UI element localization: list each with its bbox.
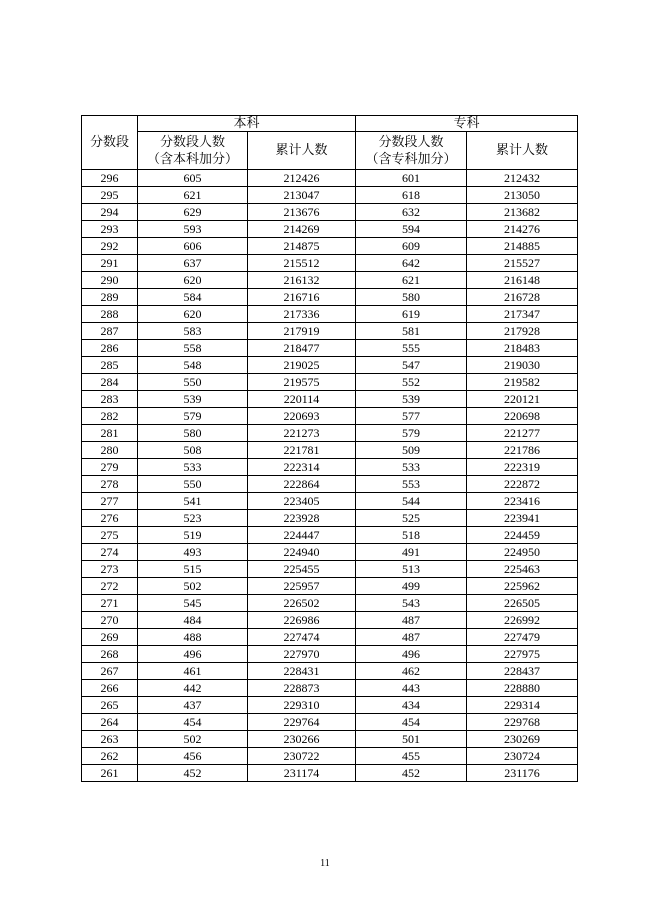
zhuanke-cumulative-cell: 230724: [467, 748, 578, 765]
zhuanke-cumulative-cell: 225962: [467, 578, 578, 595]
zhuanke-count-cell: 513: [356, 561, 467, 578]
score-cell: 291: [82, 255, 138, 272]
benke-count-cell: 461: [138, 663, 248, 680]
zhuanke-cumulative-cell: 216148: [467, 272, 578, 289]
table-row: [82, 663, 578, 680]
table-row: [82, 340, 578, 357]
benke-count-cell: 550: [138, 374, 248, 391]
score-distribution-table: [81, 115, 578, 782]
zhuanke-count-cell: 642: [356, 255, 467, 272]
zhuanke-cumulative-cell: 223416: [467, 493, 578, 510]
score-cell: 294: [82, 204, 138, 221]
zhuanke-group-header: 专科: [356, 116, 578, 132]
score-cell: 289: [82, 289, 138, 306]
score-cell: 296: [82, 170, 138, 187]
zhuanke-cumulative-cell: 214276: [467, 221, 578, 238]
benke-cumulative-cell: 228873: [248, 680, 356, 697]
benke-count-cell: 580: [138, 425, 248, 442]
benke-count-cell: 519: [138, 527, 248, 544]
benke-count-cell: 496: [138, 646, 248, 663]
table-row: [82, 170, 578, 187]
benke-count-cell: 484: [138, 612, 248, 629]
benke-cumulative-cell: 226502: [248, 595, 356, 612]
table-row: [82, 476, 578, 493]
table-row: [82, 255, 578, 272]
zhuanke-count-cell: 581: [356, 323, 467, 340]
benke-count-cell: 452: [138, 765, 248, 782]
table-row: [82, 646, 578, 663]
benke-group-header: 本科: [138, 116, 356, 132]
benke-cumulative-cell: 214269: [248, 221, 356, 238]
score-cell: 263: [82, 731, 138, 748]
benke-cumulative-cell: 223928: [248, 510, 356, 527]
zhuanke-cumulative-cell: 216728: [467, 289, 578, 306]
benke-cumulative-cell: 230266: [248, 731, 356, 748]
benke-count-cell: 508: [138, 442, 248, 459]
zhuanke-count-cell: 544: [356, 493, 467, 510]
benke-cumulative-cell: 227474: [248, 629, 356, 646]
zhuanke-count-cell: 579: [356, 425, 467, 442]
score-cell: 275: [82, 527, 138, 544]
table-row: [82, 289, 578, 306]
score-cell: 280: [82, 442, 138, 459]
zhuanke-cumulative-cell: 214885: [467, 238, 578, 255]
score-cell: 286: [82, 340, 138, 357]
zhuanke-count-cell: 455: [356, 748, 467, 765]
zhuanke-count-cell: 621: [356, 272, 467, 289]
benke-cumulative-cell: 217336: [248, 306, 356, 323]
zhuanke-cumulative-cell: 219030: [467, 357, 578, 374]
benke-count-cell: 541: [138, 493, 248, 510]
benke-count-cell: 593: [138, 221, 248, 238]
zhuanke-cumulative-cell: 224950: [467, 544, 578, 561]
benke-count-cell: 550: [138, 476, 248, 493]
zhuanke-count-cell: 632: [356, 204, 467, 221]
zhuanke-cumulative-cell: 229314: [467, 697, 578, 714]
table-row: [82, 374, 578, 391]
score-cell: 269: [82, 629, 138, 646]
zhuanke-cumulative-cell: 222872: [467, 476, 578, 493]
benke-count-cell: 583: [138, 323, 248, 340]
table-row: [82, 306, 578, 323]
table-row: [82, 544, 578, 561]
benke-count-cell: 539: [138, 391, 248, 408]
score-cell: 262: [82, 748, 138, 765]
zhuanke-cumulative-cell: 228437: [467, 663, 578, 680]
zhuanke-cumulative-cell: 221786: [467, 442, 578, 459]
zhuanke-count-cell: 509: [356, 442, 467, 459]
benke-cumulative-cell: 222314: [248, 459, 356, 476]
zhuanke-cumulative-cell: 230269: [467, 731, 578, 748]
score-cell: 276: [82, 510, 138, 527]
zhuanke-cumulative-cell: 228880: [467, 680, 578, 697]
score-cell: 281: [82, 425, 138, 442]
zhuanke-cumulative-cell: 223941: [467, 510, 578, 527]
zhuanke-cumulative-cell: 227975: [467, 646, 578, 663]
zhuanke-count-cell: 547: [356, 357, 467, 374]
score-cell: 264: [82, 714, 138, 731]
benke-cumulative-cell: 225455: [248, 561, 356, 578]
table-row: [82, 697, 578, 714]
score-cell: 282: [82, 408, 138, 425]
score-cell: 292: [82, 238, 138, 255]
zhuanke-count-cell: 555: [356, 340, 467, 357]
zhuanke-count-cell: 525: [356, 510, 467, 527]
score-cell: 288: [82, 306, 138, 323]
benke-cumulative-cell: 215512: [248, 255, 356, 272]
benke-cumulative-cell: 220693: [248, 408, 356, 425]
benke-cumulative-cell: 229310: [248, 697, 356, 714]
benke-cumulative-cell: 221273: [248, 425, 356, 442]
score-cell: 272: [82, 578, 138, 595]
benke-count-cell: 502: [138, 578, 248, 595]
benke-count-cell: 493: [138, 544, 248, 561]
table-row: [82, 442, 578, 459]
score-cell: 266: [82, 680, 138, 697]
benke-cumulative-cell: 214875: [248, 238, 356, 255]
score-cell: 279: [82, 459, 138, 476]
benke-count-cell: 558: [138, 340, 248, 357]
score-cell: 278: [82, 476, 138, 493]
score-cell: 271: [82, 595, 138, 612]
zhuanke-cumulative-cell: 217928: [467, 323, 578, 340]
benke-count-cell: 456: [138, 748, 248, 765]
benke-cumulative-cell: 230722: [248, 748, 356, 765]
zhuanke-count-header-line2: （含专科加分）: [365, 151, 457, 167]
zhuanke-count-cell: 543: [356, 595, 467, 612]
zhuanke-cumulative-cell: 215527: [467, 255, 578, 272]
benke-count-cell: 437: [138, 697, 248, 714]
benke-cumulative-cell: 223405: [248, 493, 356, 510]
zhuanke-count-cell: 487: [356, 629, 467, 646]
benke-cumulative-cell: 225957: [248, 578, 356, 595]
score-cell: 270: [82, 612, 138, 629]
benke-count-cell: 442: [138, 680, 248, 697]
zhuanke-cumulative-cell: 212432: [467, 170, 578, 187]
score-cell: 283: [82, 391, 138, 408]
benke-cumulative-cell: 224940: [248, 544, 356, 561]
benke-count-cell: 548: [138, 357, 248, 374]
zhuanke-cumulative-cell: 218483: [467, 340, 578, 357]
benke-cumulative-cell: 212426: [248, 170, 356, 187]
benke-cumulative-cell: 217919: [248, 323, 356, 340]
benke-count-cell: 533: [138, 459, 248, 476]
table-row: [82, 561, 578, 578]
benke-cumulative-header: 累计人数: [248, 132, 356, 170]
table-row: [82, 629, 578, 646]
benke-cumulative-cell: 213676: [248, 204, 356, 221]
benke-count-cell: 606: [138, 238, 248, 255]
benke-count-cell: 454: [138, 714, 248, 731]
table-row: [82, 493, 578, 510]
benke-cumulative-cell: 228431: [248, 663, 356, 680]
zhuanke-cumulative-cell: 229768: [467, 714, 578, 731]
table-row: [82, 527, 578, 544]
benke-cumulative-cell: 231174: [248, 765, 356, 782]
table-row: [82, 272, 578, 289]
zhuanke-count-cell: 518: [356, 527, 467, 544]
benke-count-header-line2: （含本科加分）: [146, 151, 238, 167]
benke-cumulative-cell: 220114: [248, 391, 356, 408]
score-cell: 273: [82, 561, 138, 578]
zhuanke-cumulative-cell: 213050: [467, 187, 578, 204]
table-row: [82, 714, 578, 731]
zhuanke-cumulative-cell: 231176: [467, 765, 578, 782]
benke-cumulative-cell: 227970: [248, 646, 356, 663]
zhuanke-cumulative-cell: 225463: [467, 561, 578, 578]
benke-cumulative-cell: 218477: [248, 340, 356, 357]
table-row: [82, 612, 578, 629]
zhuanke-count-cell: 501: [356, 731, 467, 748]
benke-count-cell: 515: [138, 561, 248, 578]
benke-count-cell: 488: [138, 629, 248, 646]
zhuanke-count-cell: 594: [356, 221, 467, 238]
zhuanke-count-cell: 553: [356, 476, 467, 493]
table-row: [82, 595, 578, 612]
zhuanke-count-cell: 609: [356, 238, 467, 255]
table-row: [82, 204, 578, 221]
zhuanke-count-cell: 499: [356, 578, 467, 595]
table-row: [82, 578, 578, 595]
zhuanke-count-cell: 533: [356, 459, 467, 476]
table-row: [82, 425, 578, 442]
zhuanke-count-cell: 434: [356, 697, 467, 714]
table-row: [82, 748, 578, 765]
zhuanke-cumulative-cell: 227479: [467, 629, 578, 646]
benke-cumulative-cell: 216132: [248, 272, 356, 289]
benke-count-cell: 579: [138, 408, 248, 425]
score-cell: 267: [82, 663, 138, 680]
benke-cumulative-cell: 224447: [248, 527, 356, 544]
score-cell: 287: [82, 323, 138, 340]
zhuanke-count-cell: 454: [356, 714, 467, 731]
score-column-header: 分数段: [82, 116, 138, 170]
zhuanke-cumulative-cell: 220698: [467, 408, 578, 425]
table-header: [82, 116, 578, 170]
zhuanke-count-header: [356, 132, 467, 170]
score-cell: 284: [82, 374, 138, 391]
benke-count-cell: 637: [138, 255, 248, 272]
zhuanke-cumulative-cell: 219582: [467, 374, 578, 391]
table-row: [82, 765, 578, 782]
zhuanke-count-cell: 552: [356, 374, 467, 391]
zhuanke-count-cell: 601: [356, 170, 467, 187]
benke-count-header-line1: 分数段人数: [159, 134, 225, 150]
zhuanke-count-cell: 491: [356, 544, 467, 561]
zhuanke-cumulative-cell: 221277: [467, 425, 578, 442]
table-row: [82, 731, 578, 748]
benke-count-cell: 523: [138, 510, 248, 527]
score-cell: 268: [82, 646, 138, 663]
benke-cumulative-cell: 221781: [248, 442, 356, 459]
benke-cumulative-cell: 226986: [248, 612, 356, 629]
benke-count-cell: 620: [138, 306, 248, 323]
score-cell: 265: [82, 697, 138, 714]
benke-cumulative-cell: 219025: [248, 357, 356, 374]
benke-count-cell: 502: [138, 731, 248, 748]
table-row: [82, 221, 578, 238]
table-row: [82, 459, 578, 476]
zhuanke-count-cell: 577: [356, 408, 467, 425]
zhuanke-cumulative-cell: 220121: [467, 391, 578, 408]
zhuanke-cumulative-cell: 222319: [467, 459, 578, 476]
score-cell: 277: [82, 493, 138, 510]
zhuanke-count-cell: 618: [356, 187, 467, 204]
table-row: [82, 680, 578, 697]
zhuanke-cumulative-cell: 213682: [467, 204, 578, 221]
benke-cumulative-cell: 213047: [248, 187, 356, 204]
table-row: [82, 391, 578, 408]
table-row: [82, 187, 578, 204]
benke-count-cell: 620: [138, 272, 248, 289]
benke-cumulative-cell: 216716: [248, 289, 356, 306]
table-row: [82, 238, 578, 255]
score-cell: 290: [82, 272, 138, 289]
benke-count-cell: 629: [138, 204, 248, 221]
score-cell: 285: [82, 357, 138, 374]
zhuanke-cumulative-cell: 224459: [467, 527, 578, 544]
zhuanke-cumulative-cell: 226505: [467, 595, 578, 612]
table-row: [82, 323, 578, 340]
table-body: [82, 170, 578, 782]
zhuanke-count-cell: 487: [356, 612, 467, 629]
table-row: [82, 357, 578, 374]
zhuanke-cumulative-cell: 217347: [467, 306, 578, 323]
benke-cumulative-cell: 222864: [248, 476, 356, 493]
benke-cumulative-cell: 229764: [248, 714, 356, 731]
table-row: [82, 408, 578, 425]
zhuanke-count-cell: 580: [356, 289, 467, 306]
zhuanke-count-cell: 443: [356, 680, 467, 697]
score-cell: 261: [82, 765, 138, 782]
score-cell: 293: [82, 221, 138, 238]
benke-cumulative-cell: 219575: [248, 374, 356, 391]
zhuanke-count-cell: 452: [356, 765, 467, 782]
benke-count-cell: 545: [138, 595, 248, 612]
zhuanke-count-cell: 539: [356, 391, 467, 408]
benke-count-header: [138, 132, 248, 170]
zhuanke-count-cell: 496: [356, 646, 467, 663]
zhuanke-cumulative-cell: 226992: [467, 612, 578, 629]
table-row: [82, 510, 578, 527]
score-cell: 274: [82, 544, 138, 561]
zhuanke-cumulative-header: 累计人数: [467, 132, 578, 170]
benke-count-cell: 605: [138, 170, 248, 187]
zhuanke-count-cell: 462: [356, 663, 467, 680]
benke-count-cell: 584: [138, 289, 248, 306]
zhuanke-count-cell: 619: [356, 306, 467, 323]
zhuanke-count-header-line1: 分数段人数: [378, 134, 444, 150]
benke-count-cell: 621: [138, 187, 248, 204]
score-cell: 295: [82, 187, 138, 204]
page-number: 11: [320, 858, 330, 869]
